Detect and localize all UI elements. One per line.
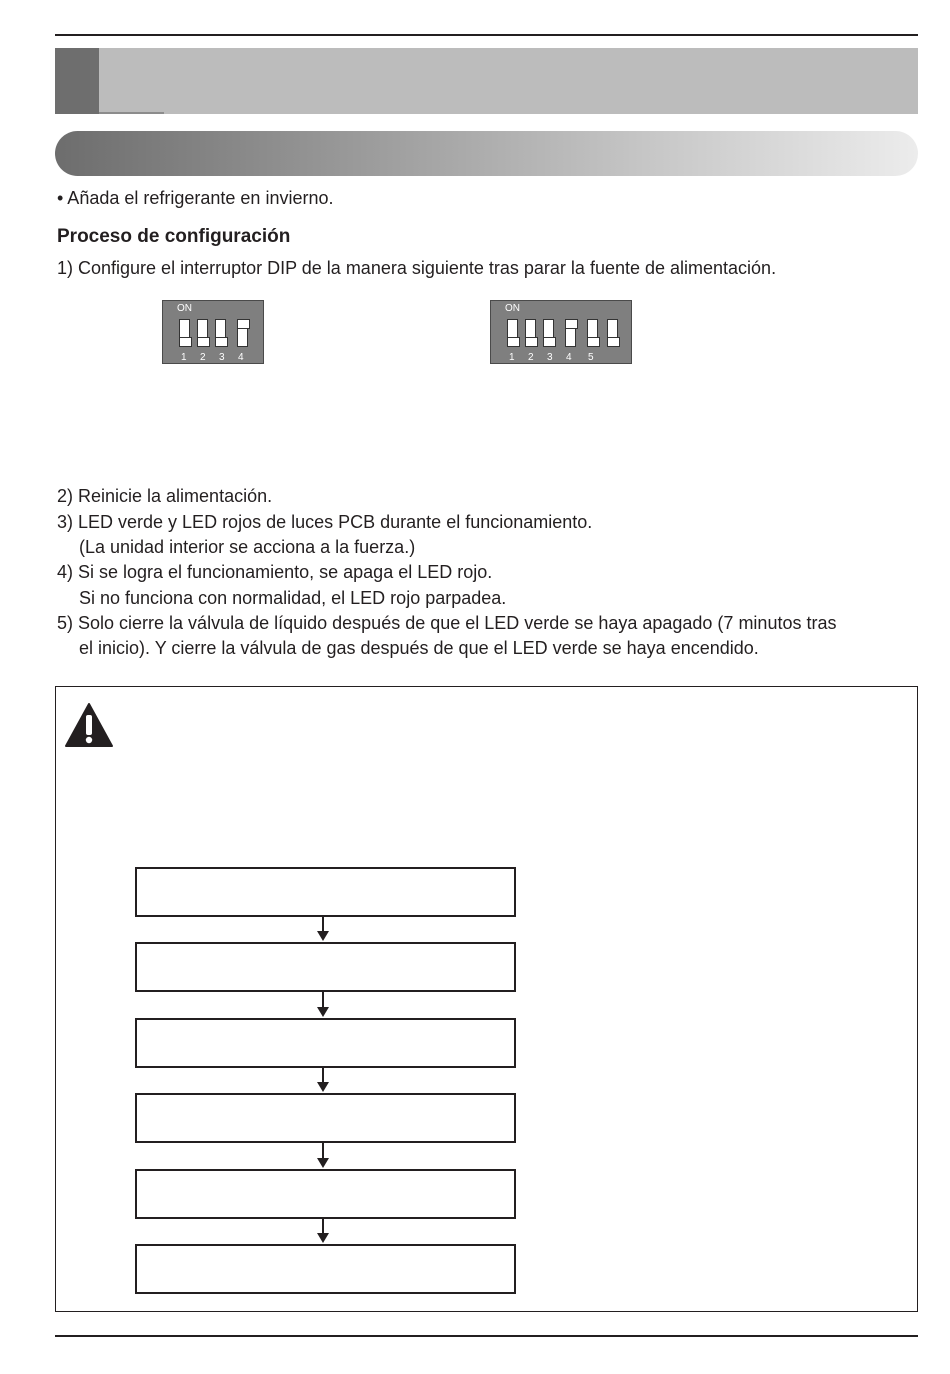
- step-4-note: Si no funciona con normalidad, el LED rojo parpadea.: [79, 588, 507, 608]
- dip-number: 5: [588, 352, 594, 363]
- dip-switch-3: [543, 319, 554, 347]
- intro-bullet: • Añada el refrigerante en invierno.: [57, 188, 334, 208]
- flow-step-box: [135, 942, 516, 992]
- dip-switch-4: [237, 319, 248, 347]
- dip-number: 3: [547, 352, 553, 363]
- step-1: 1) Configure el interruptor DIP de la manera siguiente tras parar la fuente de alimentación.: [57, 258, 777, 278]
- header-bar: [55, 48, 918, 114]
- dip-number: 1: [181, 352, 187, 363]
- dip-switch-2: [197, 319, 208, 347]
- dip-switch-3: [215, 319, 226, 347]
- flow-arrow-head: [317, 1158, 329, 1168]
- section-heading: Proceso de configuración: [57, 226, 291, 247]
- flow-arrow-head: [317, 1082, 329, 1092]
- flow-arrow: [322, 915, 324, 932]
- dip-on-label: ON: [505, 303, 520, 314]
- step-4: 4) Si se logra el funcionamiento, se apaga el LED rojo.: [57, 562, 493, 582]
- dip-number: 2: [528, 352, 534, 363]
- flow-step-box: [135, 1169, 516, 1219]
- dip-switch-4: [565, 319, 576, 347]
- step-5-cont: el inicio). Y cierre la válvula de gas después de que el LED verde se haya encendido.: [79, 638, 759, 658]
- dip-switch-6: [607, 319, 618, 347]
- dip-number: 1: [509, 352, 515, 363]
- dip-switch-5: [587, 319, 598, 347]
- flow-step-box: [135, 1018, 516, 1068]
- header-underline: [99, 112, 164, 114]
- step-3: 3) LED verde y LED rojos de luces PCB durante el funcionamiento.: [57, 512, 593, 532]
- step-2: 2) Reinicie la alimentación.: [57, 486, 273, 506]
- dip-switch-6pos: [490, 300, 632, 364]
- dip-switch-4pos: [162, 300, 264, 364]
- flow-arrow: [322, 990, 324, 1008]
- dip-switch-1: [507, 319, 518, 347]
- dip-number: 4: [238, 352, 244, 363]
- flow-arrow-head: [317, 1007, 329, 1017]
- flow-arrow: [322, 1066, 324, 1083]
- bottom-rule: [55, 1335, 918, 1337]
- dip-number: 2: [200, 352, 206, 363]
- flow-step-box: [135, 1093, 516, 1143]
- dip-switch-1: [179, 319, 190, 347]
- dip-number: 4: [566, 352, 572, 363]
- warning-triangle-icon: [64, 702, 114, 748]
- step-5: 5) Solo cierre la válvula de líquido después de que el LED verde se haya apagado (7 minutos tras: [57, 613, 837, 633]
- dip-number: 3: [219, 352, 225, 363]
- dip-on-label: ON: [177, 303, 192, 314]
- flow-arrow-head: [317, 931, 329, 941]
- subheader-bar: [55, 131, 918, 176]
- flow-arrow: [322, 1217, 324, 1234]
- flow-step-box: [135, 1244, 516, 1294]
- dip-switch-2: [525, 319, 536, 347]
- step-3-note: (La unidad interior se acciona a la fuerza.): [79, 537, 416, 557]
- flow-arrow: [322, 1141, 324, 1159]
- flow-step-box: [135, 867, 516, 917]
- header-tab: [55, 48, 99, 114]
- top-rule: [55, 34, 918, 36]
- flow-arrow-head: [317, 1233, 329, 1243]
